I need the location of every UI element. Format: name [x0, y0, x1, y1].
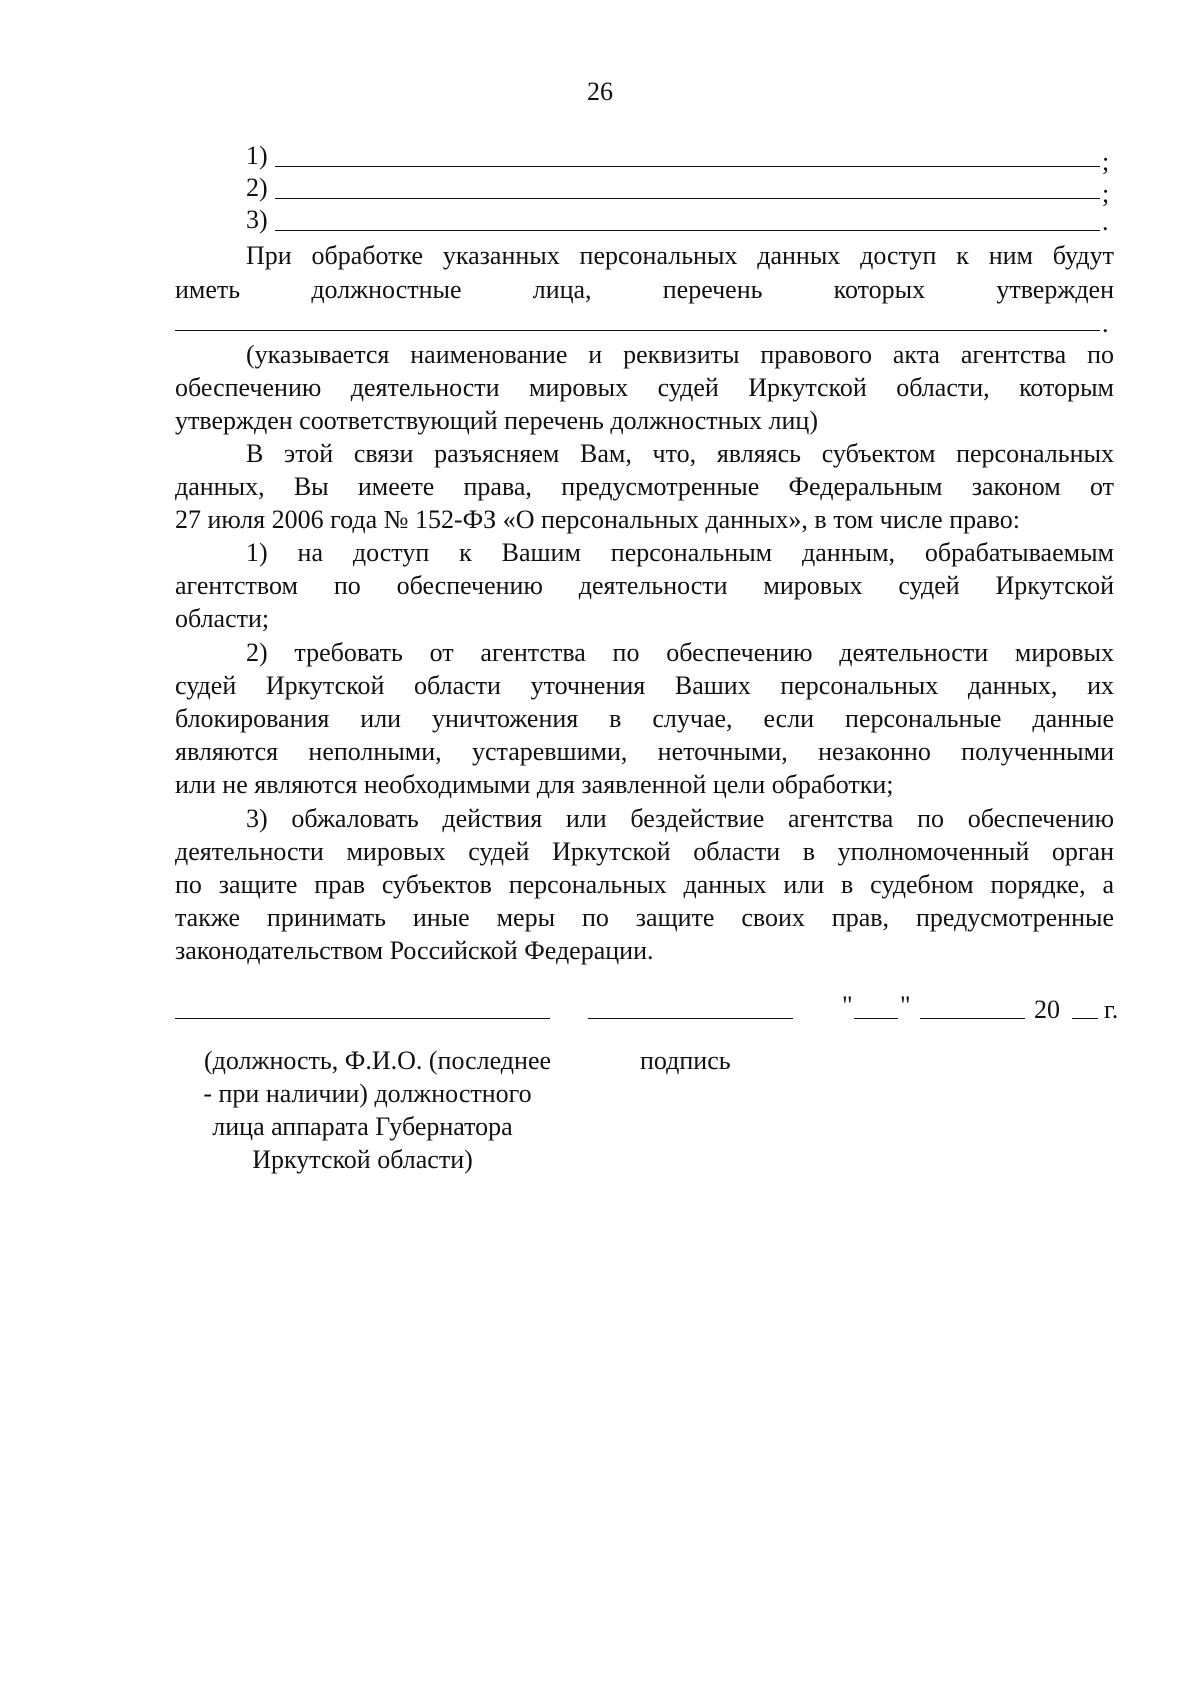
date-year-blank	[1072, 1018, 1098, 1019]
note-line-2: обеспечению деятельности мировых судей Иркутской области, которым	[175, 373, 1114, 402]
right-1-line-2: агентством по обеспечению деятельности мировых судей Иркутской	[175, 571, 1114, 600]
list-item-1-blank	[275, 166, 1100, 167]
right-2-line-2: судей Иркутской области уточнения Ваших персональных данных, их	[175, 671, 1114, 700]
access-paragraph-line-2: иметь должностные лица, перечень которых утвержден	[175, 275, 1114, 304]
date-day-blank	[854, 1018, 898, 1019]
list-item-1-end: ;	[1102, 147, 1110, 176]
right-3-line-5: законодательством Российской Федерации.	[175, 936, 654, 965]
access-paragraph-end: .	[1102, 309, 1109, 338]
date-year-suffix: г.	[1104, 995, 1119, 1024]
rights-intro-line-2: данных, Вы имеете права, предусмотренные Федеральным законом от	[175, 472, 1114, 501]
position-name-blank	[175, 1018, 550, 1019]
right-1-line-1: 1) на доступ к Вашим персональным данным, обрабатываемым	[246, 538, 1114, 567]
position-caption-line-4: Иркутской области)	[252, 1145, 473, 1174]
signature-caption: подпись	[640, 1046, 731, 1075]
list-item-1-label: 1)	[246, 141, 268, 170]
right-1-line-3: области;	[175, 604, 270, 633]
note-line-3: утвержден соответствующий перечень должностных лиц)	[175, 406, 819, 435]
page-number: 26	[587, 77, 613, 106]
right-2-line-1: 2) требовать от агентства по обеспечению деятельности мировых	[246, 638, 1114, 667]
signature-blank	[588, 1018, 793, 1019]
list-item-3-end: .	[1102, 207, 1109, 236]
rights-intro-line-3: 27 июля 2006 года № 152-ФЗ «О персональных данных», в том числе право:	[175, 505, 1020, 534]
date-quote-open: "	[842, 991, 853, 1020]
list-item-2-blank	[275, 198, 1100, 199]
right-2-line-4: являются неполными, устаревшими, неточными, незаконно полученными	[175, 737, 1114, 766]
position-caption-line-2: - при наличии) должностного	[203, 1079, 532, 1108]
position-caption-line-1: (должность, Ф.И.О. (последнее	[203, 1046, 552, 1075]
right-3-line-4: также принимать иные меры по защите своих прав, предусмотренные	[175, 903, 1114, 932]
date-month-blank	[920, 1018, 1025, 1019]
list-item-3-blank	[275, 230, 1100, 231]
date-year-prefix: 20	[1034, 995, 1060, 1024]
right-2-line-3: блокирования или уничтожения в случае, если персональные данные	[175, 704, 1114, 733]
date-quote-close: "	[900, 991, 911, 1020]
approval-act-blank	[175, 330, 1100, 331]
list-item-2-end: ;	[1102, 179, 1110, 208]
note-line-1: (указывается наименование и реквизиты правового акта агентства по	[246, 340, 1114, 369]
list-item-2-label: 2)	[246, 173, 268, 202]
right-3-line-2: деятельности мировых судей Иркутской области в уполномоченный орган	[175, 837, 1114, 866]
rights-intro-line-1: В этой связи разъясняем Вам, что, являясь субъектом персональных	[246, 439, 1114, 468]
position-caption-line-3: лица аппарата Губернатора	[212, 1112, 513, 1141]
list-item-3-label: 3)	[246, 205, 268, 234]
right-2-line-5: или не являются необходимыми для заявленной цели обработки;	[175, 770, 894, 799]
right-3-line-1: 3) обжаловать действия или бездействие агентства по обеспечению	[246, 804, 1114, 833]
right-3-line-3: по защите прав субъектов персональных данных или в судебном порядке, а	[175, 870, 1114, 899]
access-paragraph-line-1: При обработке указанных персональных данных доступ к ним будут	[246, 241, 1114, 270]
